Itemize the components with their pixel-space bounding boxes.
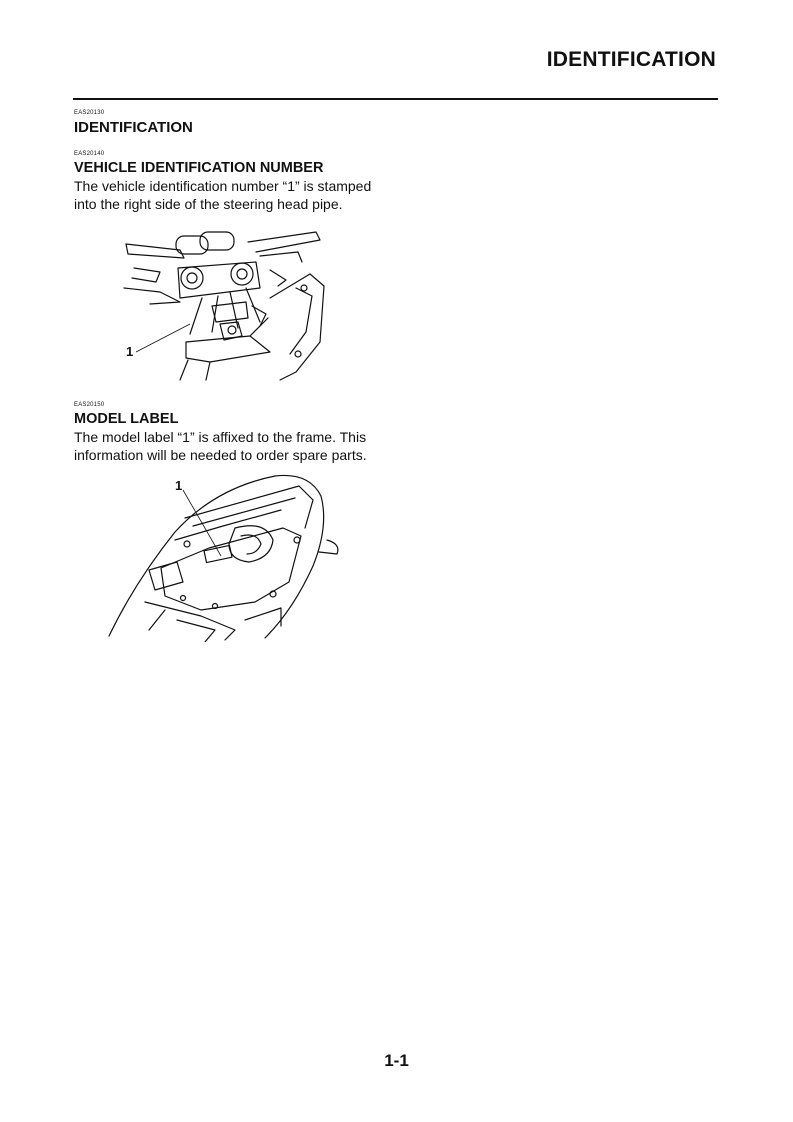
model-label-code: EAS20150 [74, 402, 105, 408]
model-label-line-1: The model label “1” is affixed to the frame. This [74, 429, 367, 445]
page-header-title: IDENTIFICATION [546, 48, 716, 71]
vin-callout-label: 1 [126, 344, 134, 359]
page-number: 1-1 [384, 1051, 409, 1070]
vin-paragraph [74, 178, 394, 213]
model-label-line-2: information will be needed to order spare parts. [74, 446, 367, 463]
vin-code: EAS20140 [74, 151, 105, 157]
section-code: EAS20130 [74, 110, 105, 116]
vin-line-2: into the right side of the steering head pipe. [74, 195, 343, 212]
steering-head-illustration [120, 222, 335, 382]
model-label-callout-label: 1 [175, 478, 183, 493]
model-label-illustration [105, 470, 345, 642]
vin-title: VEHICLE IDENTIFICATION NUMBER [74, 160, 324, 176]
model-label-title: MODEL LABEL [74, 411, 179, 427]
vin-line-1: The vehicle identification number “1” is stamped [74, 178, 372, 194]
header-rule [73, 98, 718, 100]
model-label-paragraph [74, 429, 394, 464]
section-title: IDENTIFICATION [74, 119, 193, 136]
